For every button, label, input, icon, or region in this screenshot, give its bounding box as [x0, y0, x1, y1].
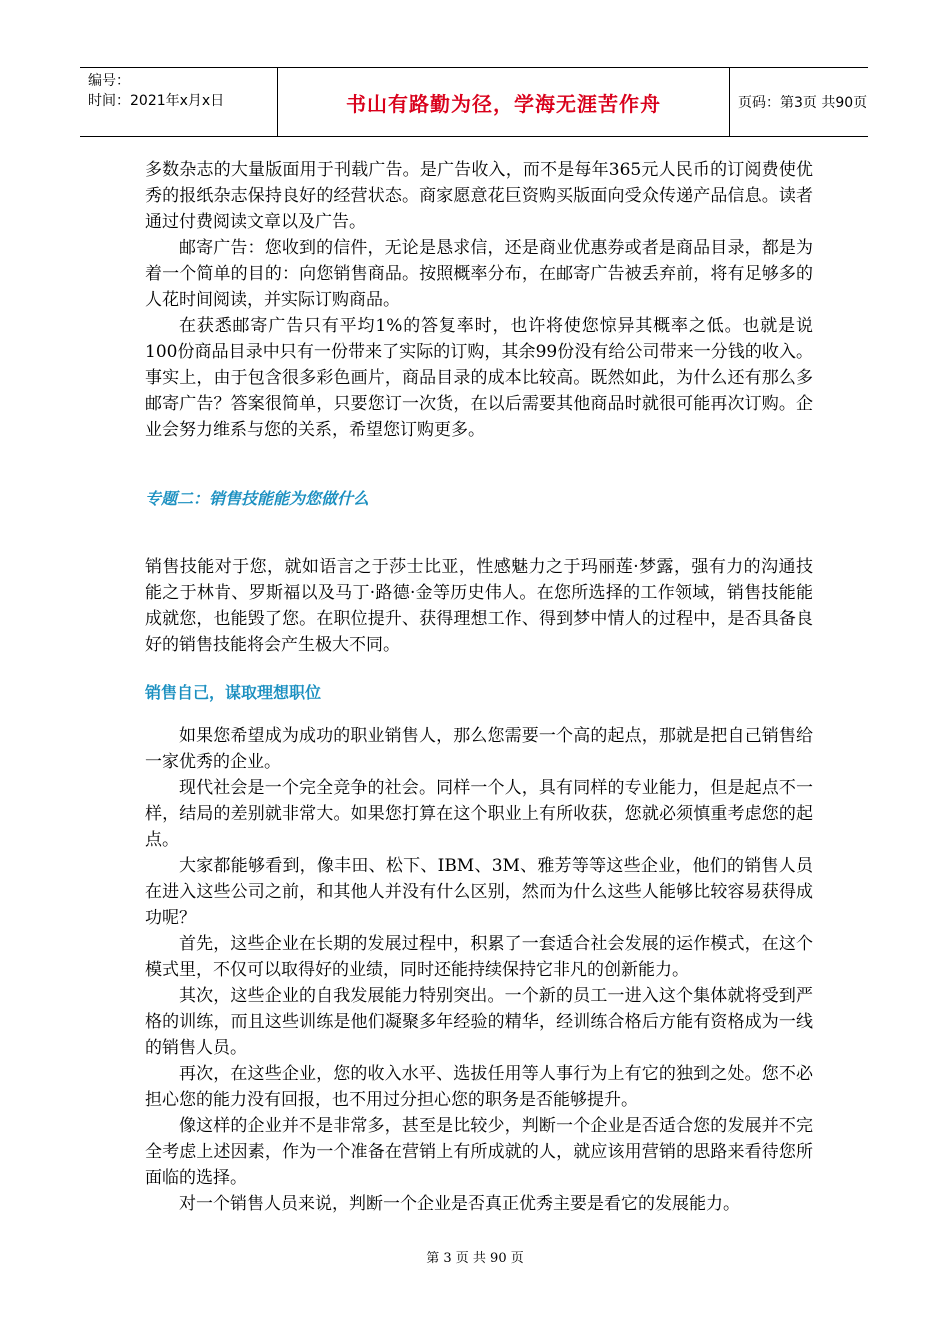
paragraph: 大家都能够看到，像丰田、松下、IBM、3M、雅芳等等这些企业，他们的销售人员在进入这些公司之前，和其他人并没有什么区别，然而为什么这些人能够比较容易获得成功呢？ [145, 856, 813, 928]
paragraph: 邮寄广告：您收到的信件，无论是恳求信，还是商业优惠券或者是商品目录，都是为着一个简单的目的：向您销售商品。按照概率分布，在邮寄广告被丢弃前，将有足够多的人花时间阅读，并实际订购商品。 [145, 238, 813, 310]
paragraph: 销售技能对于您，就如语言之于莎士比亚，性感魅力之于玛丽莲·梦露，强有力的沟通技能之于林肯、罗斯福以及马丁·路德·金等历史伟人。在您所选择的工作领域，销售技能能成就您，也能毁了您。在职位提升、获得理想工作、得到梦中情人的过程中，是否具备良好的销售技能将会产生极大不同。 [145, 557, 813, 655]
header-meta [80, 68, 278, 136]
page-header [80, 67, 868, 137]
heading-sell-yourself: 销售自己，谋取理想职位 [145, 683, 322, 702]
page-footer: 第 3 页 共 90 页 [426, 1251, 524, 1266]
paragraph: 如果您希望成为成功的职业销售人，那么您需要一个高的起点，那就是把自己销售给一家优秀的企业。 [145, 726, 813, 772]
header-page-number: 页码：第3页 共90页 [738, 95, 868, 111]
paragraph: 再次，在这些企业，您的收入水平、选拔任用等人事行为上有它的独到之处。您不必担心您的能力没有回报，也不用过分担心您的职务是否能够提升。 [145, 1064, 813, 1110]
paragraph: 多数杂志的大量版面用于刊载广告。是广告收入，而不是每年365元人民币的订阅费使优秀的报纸杂志保持良好的经营状态。商家愿意花巨资购买版面向受众传递产品信息。读者通过付费阅读文章以及广告。 [145, 160, 813, 232]
paragraph: 在获悉邮寄广告只有平均1%的答复率时，也许将使您惊异其概率之低。也就是说100份商品目录中只有一份带来了实际的订购，其余99份没有给公司带来一分钱的收入。事实上，由于包含很多彩色画片，商品目录的成本比较高。既然如此，为什么还有那么多邮寄广告？答案很简单，只要您订一次货，在以后需要其他商品时就很可能再次订购。企业会努力维系与您的关系，希望您订购更多。 [145, 316, 813, 440]
section-sales-skills [145, 554, 813, 658]
section-advertising [145, 157, 813, 443]
section-sell-yourself [145, 723, 813, 1217]
header-motto: 书山有路勤为径，学海无涯苦作舟 [278, 68, 730, 136]
paragraph: 像这样的企业并不是非常多，甚至是比较少，判断一个企业是否适合您的发展并不完全考虑上述因素，作为一个准备在营销上有所成就的人，就应该用营销的思路来看待您所面临的选择。 [145, 1116, 813, 1188]
paragraph: 其次，这些企业的自我发展能力特别突出。一个新的员工一进入这个集体就将受到严格的训练，而且这些训练是他们凝聚多年经验的精华，经训练合格后方能有资格成为一线的销售人员。 [145, 986, 813, 1058]
paragraph: 现代社会是一个完全竞争的社会。同样一个人，具有同样的专业能力，但是起点不一样，结局的差别就非常大。如果您打算在这个职业上有所收获，您就必须慎重考虑您的起点。 [145, 778, 813, 850]
header-number: 编号： [88, 73, 130, 89]
heading-topic-two: 专题二：销售技能能为您做什么 [145, 489, 370, 508]
header-time: 时间：2021年x月x日 [88, 93, 225, 109]
paragraph: 对一个销售人员来说，判断一个企业是否真正优秀主要是看它的发展能力。 [179, 1194, 740, 1214]
paragraph: 首先，这些企业在长期的发展过程中，积累了一套适合社会发展的运作模式，在这个模式里，不仅可以取得好的业绩，同时还能持续保持它非凡的创新能力。 [145, 934, 813, 980]
